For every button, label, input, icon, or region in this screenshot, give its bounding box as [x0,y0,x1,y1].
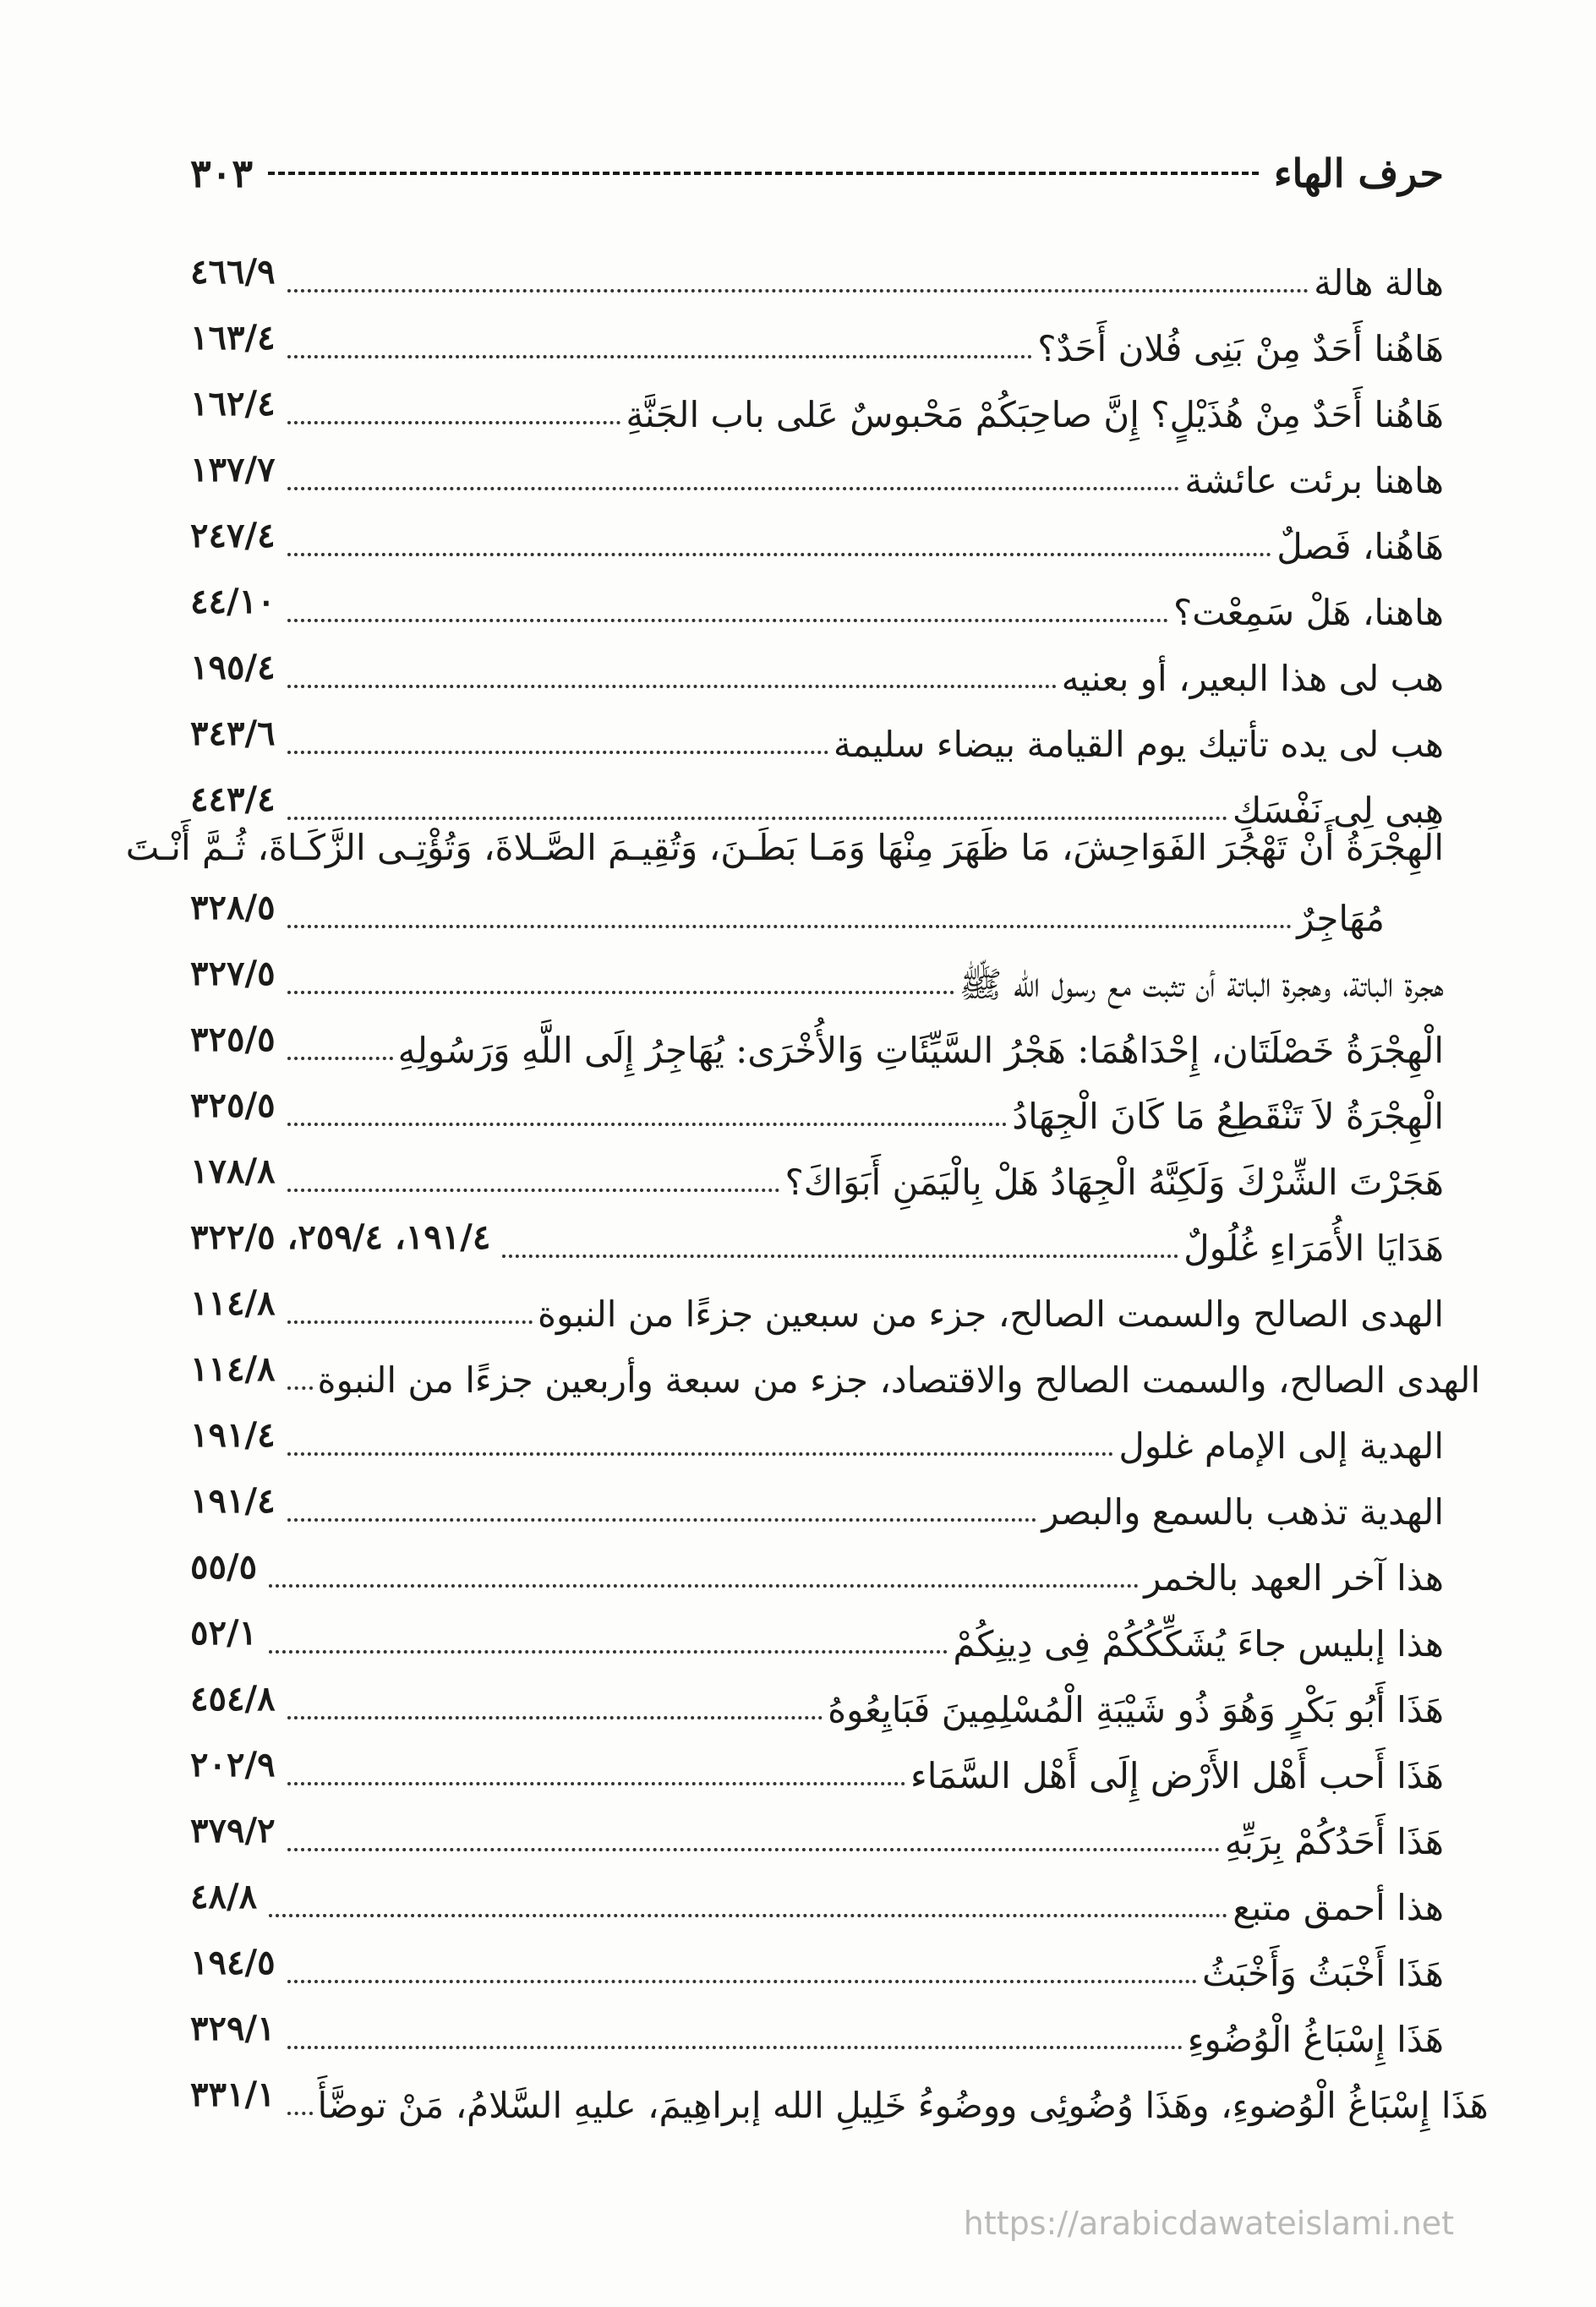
entry-reference: ٤٤٣/٤ [190,779,276,819]
index-entry [190,1662,1444,1728]
index-entry-multiline [125,827,1444,939]
entry-text: هب لى هذا البعير، أو بعنيه [1061,658,1444,699]
dot-leader [287,1980,1198,1983]
index-entry [190,433,1444,499]
dot-leader [287,553,1272,556]
entry-text: الْهِجْرَةُ لاَ تَنْقَطِعُ مَا كَانَ الْجِهَادُ [1012,1096,1444,1137]
watermark-url: https://arabicdawateislami.net [963,2205,1454,2242]
entry-text: هذا إبليس جاءَ يُشَكِّكُكُمْ فِى دِينِكُمْ [953,1623,1444,1665]
index-entry [190,1728,1444,1794]
dot-leader [287,817,1227,820]
entry-reference: ٣٢٨/٥ [190,888,276,927]
entry-reference: ٣٤٣/٦ [190,713,276,753]
entry-reference: ٣٢٧/٥ [190,954,276,993]
entry-text: هَدَايَا الأُمَرَاءِ غُلُولٌ [1183,1227,1444,1269]
entry-reference: ٥٥/٥ [190,1547,258,1587]
dot-leader [287,751,828,754]
entry-reference: ٤٦٦/٩ [190,252,276,292]
entry-reference: ٣٧٩/٢ [190,1811,276,1851]
entry-text: الهدية تذهب بالسمع والبصر [1041,1491,1444,1533]
entry-text: هالة هالة [1314,262,1444,303]
index-entry [190,1003,1444,1069]
entry-reference: ٤٥٤/٨ [190,1679,276,1719]
entry-text: هَذَا إِسْبَاغُ الْوُضُوءِ [1187,2019,1444,2060]
dot-leader [287,991,954,994]
index-entry [190,1992,1444,2058]
entry-reference: ٤٨/٨ [190,1877,258,1916]
entry-reference: ٣٢٥/٥ [190,1085,276,1125]
index-entry [190,565,1444,631]
dot-leader [502,1255,1178,1258]
index-entry [190,697,1444,763]
dot-leader [287,289,1309,292]
index-list [125,235,1489,2126]
entry-text: هَاهُنا أَحَدٌ مِنْ بَنِى فُلان أَحَدٌ؟ [1037,328,1444,369]
index-entry [190,937,1444,1003]
section-title: حرف الهاء [1273,150,1444,196]
entry-reference: ١٧٨/٨ [190,1151,276,1191]
dot-leader [287,421,621,424]
dot-leader [287,925,1293,928]
entry-text: الْهِجْرَةُ خَصْلَتَان، إِحْدَاهُمَا: هَجْرُ السَّيِّئَاتِ وَالأُخْرَى: يُهَاجِرُ إِلَى اللَّهِ وَرَسُولِهِ [397,1030,1444,1071]
index-entry [190,1926,1444,1992]
index-entry [190,1266,1444,1335]
index-entry [190,1596,1444,1665]
index-entry [190,1794,1444,1860]
index-entry [190,1464,1444,1533]
page-number: ٣٠٣ [190,150,254,196]
dot-leader [287,1848,1220,1851]
entry-text: هَذَا أَبُو بَكْرٍ وَهُوَ ذُو شَيْبَةِ الْمُسْلِمِينَ فَبَايِعُوهُ [828,1689,1444,1730]
entry-text: هَذَا أَحب أَهْل الأَرْض إِلَى أَهْل السَّمَاء [910,1755,1444,1796]
entry-text: هَذَا أَخْبَثُ وَأَخْبَثُ [1202,1953,1444,1994]
dot-leader [287,1320,533,1324]
dot-leader [269,1650,948,1654]
entry-reference: ١٣٧/٧ [190,450,276,489]
dot-leader [287,2112,313,2115]
entry-reference: ٣٢٥/٥ [190,1020,276,1059]
entry-text: هَاهُنا أَحَدٌ مِنْ هُذَيْلٍ؟ إِنَّ صاحِبَكُمْ مَحْبوسٌ عَلى باب الجَنَّةِ [626,394,1444,435]
entry-text: هجرة الباتة، وهجرة الباتة أن تثبت مع رسول الله ﷺ [959,964,1444,1005]
entry-text: هذا آخر العهد بالخمر [1144,1557,1444,1599]
entry-reference: ١٩١/٤ [190,1415,276,1455]
entry-reference: ١٩١/٤، ٢٥٩/٤، ٣٢٢/٥ [190,1217,491,1257]
index-entry [190,1134,1444,1203]
index-entry [190,367,1444,433]
entry-reference: ١١٤/٨ [190,1283,276,1323]
dot-leader [287,1189,780,1192]
page-header [190,144,1444,203]
index-entry [190,1530,1444,1599]
dot-leader [287,355,1033,358]
dot-leader [287,1386,313,1390]
index-entry [190,1200,1444,1269]
entry-text: هَذَا إِسْبَاغُ الْوُضوءِ، وهَذَا وُضُوئِى ووضُوءُ خَلِيلِ الله إبراهِيمَ، عليهِ السَّلامُ، مَنْ توضَّأَ [317,2085,1489,2126]
dot-leader [287,1057,393,1060]
entry-text: الهدى الصالح والسمت الصالح، جزء من سبعين جزءًا من النبوة [537,1293,1444,1335]
entry-reference: ٢٤٧/٤ [190,516,276,555]
entry-reference: ٣٢٩/١ [190,2009,276,2048]
entry-text: الهدى الصالح، والسمت الصالح والاقتصاد، جزء من سبعة وأربعين جزءًا من النبوة [317,1359,1481,1401]
entry-text: هَاهُنا، فَصلٌ [1276,526,1444,567]
entry-text-line1: الهِجْرَةُ أَنْ تَهْجُرَ الفَوَاحِشَ، مَا ظَهَرَ مِنْهَا وَمَـا بَطَـنَ، وَتُقِيـمَ الصَّـلاةَ، وَتُؤْتِـى الزَّكَـاةَ، ثُـمَّ أَنْـتَ [125,827,1444,868]
entry-reference: ١٦٢/٤ [190,384,276,424]
index-entry [190,499,1444,565]
entry-reference: ١٩٥/٤ [190,648,276,687]
index-entry [190,301,1444,367]
dot-leader [287,685,1057,688]
entry-text: هَجَرْتَ الشِّرْكَ وَلَكِنَّهُ الْجِهَادُ هَلْ بِالْيَمَنِ أَبَوَاكَ؟ [784,1162,1444,1203]
dot-leader [287,1123,1008,1126]
dot-leader [287,619,1168,622]
entry-reference: ٢٠٢/٩ [190,1745,276,1785]
index-entry [190,1398,1444,1467]
entry-text: هاهنا، هَلْ سَمِعْت؟ [1172,592,1444,633]
entry-text: مُهَاجِرٌ [1297,898,1385,939]
entry-text: هَذَا أَحَدُكُمْ بِرَبِّهِ [1224,1821,1444,1862]
entry-reference: ١٩١/٤ [190,1481,276,1521]
dot-leader [287,1782,905,1785]
entry-text: هِبى لِى نَفْسَكِ [1232,790,1444,831]
index-entry [190,235,1444,301]
entry-reference: ١٩٤/٥ [190,1943,276,1982]
entry-text: هاهنا برئت عائشة [1184,460,1444,501]
dot-leader [287,487,1180,490]
index-entry [190,1332,1481,1401]
dot-leader [287,1452,1114,1456]
entry-reference: ١٦٣/٤ [190,318,276,358]
dot-leader [287,1518,1037,1522]
entry-reference: ٤٤/١٠ [190,582,276,621]
dot-leader [269,1914,1227,1917]
entry-reference: ٥٢/١ [190,1613,258,1653]
entry-text: هذا أحمق متبع [1233,1887,1444,1928]
index-entry [190,1069,1444,1137]
entry-text: هب لى يده تأتيك يوم القيامة بيضاء سليمة [833,724,1444,765]
entry-reference: ١١٤/٨ [190,1349,276,1389]
dot-leader [287,2046,1183,2049]
index-entry [190,2058,1489,2126]
index-entry [190,631,1444,697]
entry-reference: ٣٣١/١ [190,2075,276,2114]
entry-text: الهدية إلى الإمام غلول [1118,1425,1444,1467]
header-rule [268,172,1259,175]
index-entry [190,763,1444,831]
index-entry [190,1860,1444,1926]
dot-leader [269,1584,1139,1588]
dot-leader [287,1716,823,1719]
